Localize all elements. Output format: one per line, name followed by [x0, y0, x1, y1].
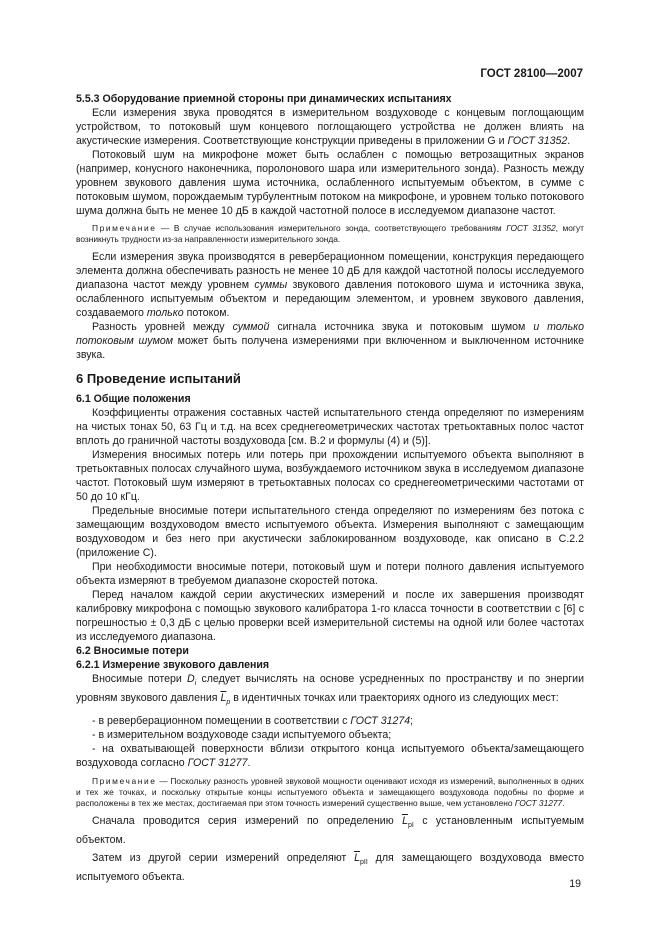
paragraph: Если измерения звука производятся в реверберационном помещении, конструкция передающего элемента должна обеспечивать разность не менее 10 дБ для каждой частотной полосы исследуемого диапазона частот между уровнем суммы звукового давления потокового шума и источника звука, ослабленного испытуемым объектом и передающим элементом, и уровнем звукового давления, создаваемого только потоком. — [76, 251, 584, 319]
paragraph: Вносимые потери $D_i$ следует вычислять на основе усредненных по пространству и по энергии уровням звукового давления $\overline{L}_p$ в идентичных точках или траекториях одного из следующих мест: — [76, 673, 585, 707]
paragraph: Предельные вносимые потери испытательного стенда определяют по измерениям без потока с замещающим воздуховодом вместо испытуемого объекта. Измерения выполняют с замещающим воздуховодом и без него при акустически заблокированном воздуховоде, как описано в С.2.2 (приложение С). — [76, 505, 584, 559]
page-number: 19 — [569, 878, 581, 890]
paragraph: Затем из другой серии измерений определяют $\overline{L}_{pII}$ для замещающего воздуховода вместо испытуемого объекта. — [76, 852, 584, 884]
list-item: - в измерительном воздуховоде сзади испытуемого объекта; — [92, 729, 392, 742]
section-title-6-2: 6.2 Вносимые потери — [76, 645, 189, 657]
standard-reference: ГОСТ 31352 — [507, 135, 568, 147]
note: Примечание — Поскольку разность уровней звуковой мощности оценивают исходя из измерений, выполненных в одних и тех же точках, и поскольку открытые концы испытуемого объекта и замещающего воздуховода подобны по форме и расположены в тех же местах, достигаемая при этом точность измерений существенно выше, чем установлено ГОСТ 31277. — [76, 776, 584, 809]
paragraph: Перед началом каждой серии акустических измерений и после их завершения производят калибровку микрофона с помощью звукового калибратора 1-го класса точности в соответствии с [6] с погрешностью ± 0,3 дБ с целью проверки всей измерительной системы на одной или более частотах из исследуемого диапазона. — [76, 589, 584, 643]
list-item: - на охватывающей поверхности вблизи открытого конца испытуемого объекта/замещающего воздуховода согласно ГОСТ 31277. — [76, 743, 584, 770]
section-title-6-1: 6.1 Общие положения — [76, 393, 191, 405]
standard-header: ГОСТ 28100—2007 — [480, 68, 583, 80]
paragraph: Разность уровней между суммой сигнала источника звука и потоковым шумом и только потоковым шумом может быть получена измерениями при включенном и выключенном источнике звука. — [76, 321, 584, 361]
paragraph: Коэффициенты отражения составных частей испытательного стенда определяют по измерениям на чистых тонах 50, 63 Гц и т.д. на всех среднегеометрических частотах третьоктавных полос частот вплоть до граничной частоты воздуховода [см. В.2 и формулы (4) и (5)]. — [76, 407, 584, 447]
paragraph: Измерения вносимых потерь или потерь при прохождении испытуемого объекта выполняют в третьоктавных полосах случайного шума, возбуждаемого источником звука в исследуемом диапазоне частот. Потоковый шум измеряют в третьоктавных полосах со среднегеометрическими частотами от 50 до 10 кГц. — [76, 449, 584, 503]
note-label: Примечание — [92, 223, 157, 233]
section-title-5-5-3: 5.5.3 Оборудование приемной стороны при динамических испытаниях — [76, 93, 452, 105]
section-title-6-2-1: 6.2.1 Измерение звукового давления — [76, 659, 270, 671]
paragraph: Потоковый шум на микрофоне может быть ослаблен с помощью ветрозащитных экранов (например, конусного наконечника, поролонового шара или измерительного зонда). Разность между уровнем звукового давления шума источника, ослабленного испытуемым объектом, в сумме с потоковым шумом, порождаемым турбулентным потоком на микрофоне, и уровнем только потокового шума должна быть не менее 10 дБ в каждой частотной полосе в исследуемом диапазоне частот. — [76, 149, 584, 217]
page-content — [76, 92, 584, 884]
paragraph: Сначала проводится серия измерений по определению $\overline{L}_{pI}$ с установленным испытуемым объектом. — [76, 815, 585, 847]
note-label: Примечание — [92, 776, 157, 787]
section-title-6: 6 Проведение испытаний — [76, 371, 241, 386]
list-item: - в реверберационном помещении в соответствии с ГОСТ 31274; — [92, 715, 414, 728]
paragraph: При необходимости вносимые потери, потоковый шум и потери полного давления испытуемого объекта измеряют в требуемом диапазоне скоростей потока. — [76, 561, 584, 587]
paragraph: Если измерения звука проводятся в измерительном воздуховоде с концевым поглощающим устройством, то потоковый шум концевого поглощающего устройства не должен влиять на акустические измерения. Соответствующие конструкции приведены в приложении G и ГОСТ 31352. — [76, 107, 584, 147]
standard-reference: ГОСТ 31352 — [506, 223, 556, 233]
note: Примечание — В случае использования измерительного зонда, соответствующего требованиям ГОСТ 31352, могут возникнуть трудности из-за направленности измерительного зонда. — [76, 223, 584, 244]
